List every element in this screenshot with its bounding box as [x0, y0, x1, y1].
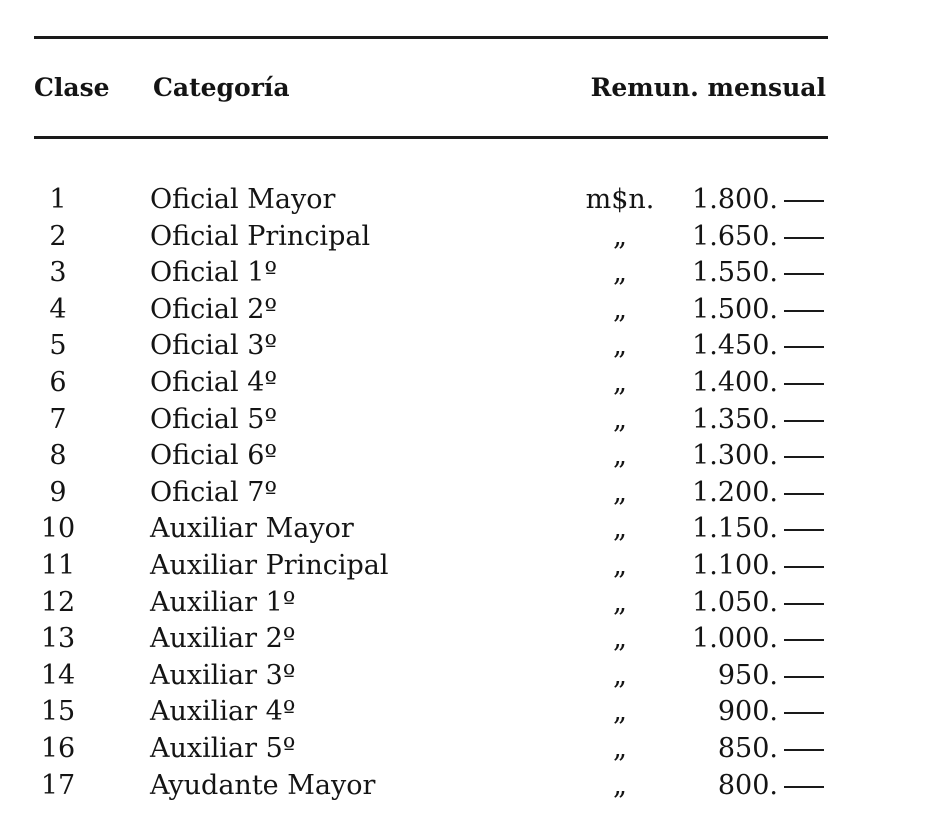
- row-unit: „: [613, 513, 627, 545]
- table-row: [0, 365, 936, 402]
- row-categoria: Oficial 5º: [150, 403, 278, 435]
- row-clase: 12: [40, 586, 76, 618]
- row-clase: 17: [40, 769, 76, 801]
- row-unit: „: [613, 220, 627, 252]
- row-unit: „: [613, 623, 627, 655]
- row-categoria: Auxiliar 5º: [150, 732, 296, 764]
- table-row: [0, 438, 936, 475]
- row-amount: 1.550.: [692, 257, 778, 289]
- table-row: [0, 292, 936, 329]
- row-clase: 1: [49, 184, 67, 215]
- table-row: [0, 475, 936, 512]
- row-categoria: Auxiliar 3º: [150, 659, 296, 691]
- row-categoria: Ayudante Mayor: [150, 769, 376, 801]
- row-amount: 1.800.: [692, 184, 778, 215]
- row-categoria: Auxiliar 4º: [150, 696, 296, 728]
- table-row: [0, 402, 936, 439]
- table-row: [0, 658, 936, 695]
- row-clase: 4: [49, 293, 67, 325]
- row-unit: „: [613, 769, 627, 801]
- table-row: [0, 328, 936, 365]
- row-amount: 800.: [717, 769, 778, 801]
- row-categoria: Oficial 6º: [150, 440, 278, 472]
- header-categoria: Categoría: [153, 73, 290, 102]
- row-amount: 950.: [717, 659, 778, 691]
- header-rule: [34, 136, 828, 139]
- row-amount: 1.050.: [692, 586, 778, 618]
- row-categoria: Oficial 7º: [150, 476, 278, 508]
- row-amount: 1.400.: [692, 366, 778, 398]
- header-remuneracion: Remun. mensual: [590, 73, 826, 102]
- row-categoria: Auxiliar Principal: [150, 549, 389, 581]
- row-amount: 1.500.: [692, 293, 778, 325]
- row-clase: 14: [40, 659, 76, 691]
- header-clase: Clase: [34, 73, 110, 102]
- table-row: [0, 768, 936, 805]
- row-unit: „: [613, 293, 627, 325]
- table-row: [0, 219, 936, 256]
- row-amount: 1.350.: [692, 403, 778, 435]
- row-clase: 15: [40, 696, 76, 728]
- table-row: [0, 255, 936, 292]
- row-clase: 3: [49, 257, 67, 289]
- row-categoria: Auxiliar Mayor: [150, 513, 354, 545]
- row-unit: „: [613, 257, 627, 289]
- row-unit: „: [613, 586, 627, 618]
- table-row: [0, 548, 936, 585]
- row-categoria: Oficial 3º: [150, 330, 278, 362]
- table-row: [0, 182, 936, 219]
- row-unit: „: [613, 330, 627, 362]
- row-unit: „: [613, 476, 627, 508]
- row-amount: 1.100.: [692, 549, 778, 581]
- row-unit: „: [613, 549, 627, 581]
- row-categoria: Oficial Mayor: [150, 184, 336, 215]
- row-amount: 1.200.: [692, 476, 778, 508]
- row-amount: 1.000.: [692, 623, 778, 655]
- row-categoria: Oficial 2º: [150, 293, 278, 325]
- row-amount: 1.650.: [692, 220, 778, 252]
- row-clase: 16: [40, 732, 76, 764]
- row-unit: „: [613, 732, 627, 764]
- row-unit: m$n.: [585, 184, 655, 215]
- table-row: [0, 511, 936, 548]
- row-unit: „: [613, 366, 627, 398]
- row-clase: 10: [40, 513, 76, 545]
- row-categoria: Oficial 1º: [150, 257, 278, 289]
- table-row: [0, 694, 936, 731]
- row-unit: „: [613, 659, 627, 691]
- row-amount: 900.: [717, 696, 778, 728]
- row-categoria: Auxiliar 2º: [150, 623, 296, 655]
- row-unit: „: [613, 696, 627, 728]
- row-amount: 1.150.: [692, 513, 778, 545]
- row-clase: 2: [49, 220, 67, 252]
- top-rule: [34, 36, 828, 39]
- table-row: [0, 621, 936, 658]
- row-clase: 6: [49, 366, 67, 398]
- row-clase: 13: [40, 623, 76, 655]
- row-categoria: Oficial Principal: [150, 220, 371, 252]
- row-categoria: Oficial 4º: [150, 366, 278, 398]
- row-clase: 5: [49, 330, 67, 362]
- row-amount: 1.300.: [692, 440, 778, 472]
- row-clase: 9: [49, 476, 67, 508]
- row-clase: 7: [49, 403, 67, 435]
- row-unit: „: [613, 403, 627, 435]
- row-amount: 1.450.: [692, 330, 778, 362]
- table-header: [0, 70, 936, 106]
- table-body: [0, 182, 936, 804]
- row-amount: 850.: [717, 732, 778, 764]
- row-clase: 8: [49, 440, 67, 472]
- table-row: [0, 585, 936, 622]
- row-clase: 11: [40, 549, 76, 581]
- row-categoria: Auxiliar 1º: [150, 586, 296, 618]
- table-row: [0, 731, 936, 768]
- row-unit: „: [613, 440, 627, 472]
